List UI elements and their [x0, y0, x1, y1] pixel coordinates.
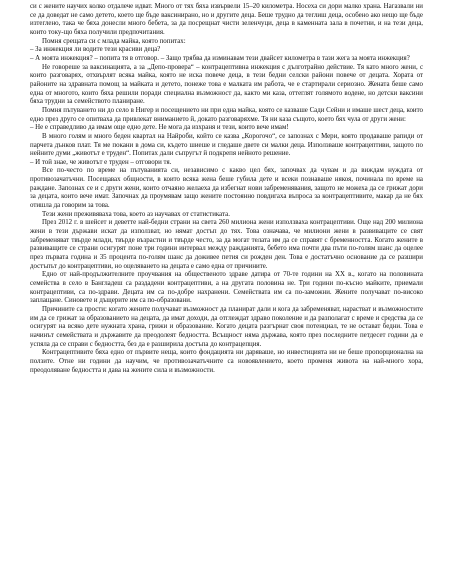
paragraph: Не говореше за ваксинацията, а за „Депо-провера“ – контрацептивна инжекция с дълготрайно действие. Тя като много жени, с които разговарях, отхвърлят всяка майка, която не иска повече деца, в тези бедни селски райони повече от децата. Хората от районите на здравната помощ за майката и детето, понеже това е малката им работа, че е стартирали сериозно. Жената беше само една от многото, които бяха решили поради специална възможност да, както ми каза, оттеглят голямото водене, но детски ваксини бяха трудни за семейството планиране. [30, 63, 423, 106]
paragraph: Помня пътуването ни до село в Нигер и посещението ни при една майка, която се казваше Сади Сейни и имаше шест деца, които едно през друго се опитваха да привлекат вниманието й, докато разговаряхме. Тя ни каза същото, което бях чула от други жени: [30, 106, 423, 123]
paragraph: Контрацептивите бяха едно от първите неща, които фондацията ни даряваше, но инвестицията ни не беше пропорционална на ползите. Отне ни години да научим, че противозачатъчните са новоявлението, което променя живота на най-много хора, преодоляване бедността и дава на жените сила и възможности. [30, 349, 423, 374]
paragraph: Причините са прости: когато жените получават възможност да планират дали и кога да забременяват, нарастват и възможностите им да се грижат за образованието на децата, да имат доходи, да отглеждат здраво поколение и да разполагат с време и средства да се осигурят на всяко дете нужната храна, грижи и образование. Когато децата разгърнат своя потенциал, те не остават бедни. Това е начинът семействата и държавите да преодолеят бедността. Всъщност няма държава, която през последните петдесет години да е успяла да се справи с бедността, без да е разширила достъпа до контрацепция. [30, 305, 423, 348]
dialogue-line: – За инжекция ли водите тези красиви деца? [30, 46, 161, 54]
paragraph: Все по-често по време на пътуванията си, независимо с какво цел бях, започвах да чувам и да виждам нуждата от противозачатъчни. Посещавах общности, в които всяка жена беше губила дете и всеки познаваше някоя, починала по време на раждане. Запознах се и с други жени, които отчаяно желаеха да избегнат нови забременявания, защото не можеха да се грижат дори за децата, които вече имат. Започнах да проумявам защо жените постоянно повдигаха въпроса за контрацептивите, макар да не бях отишла да говорим за това. [30, 167, 423, 210]
paragraph: През 2012 г. в шейсет и деветте най-бедни страни на света 260 милиона жени използваха контрацептиви. Още над 200 милиона жени в тези държави искат да използват, но нямат достъп до тях. Това означава, че милиони жени в развиващите се свят забременяват твърде млади, твърде възрастни и твърде често, за да могат телата им да се справят с бременността. Когато жените в развиващите се страни осигурят поне три години интервал между ражданията, бебето има почти два пъти по-голям шанс да оцелее през първата година и 35 процента по-голям шанс да доживее петия си рожден ден. Това е достатъчно основание да се разшири достъпът до контрацептиви, но оцеляването на децата е само една от причините. [30, 219, 423, 270]
paragraph: си с жените научих колко отдалече идват. Много от тях бяха извървели 15–20 километра. Носеха си дори малко храна. Нагазвали ни се да доведат не само детето, което ще бъде ваксинирано, но и другите деца. Беше трудно да теглиш деца, особено ако нещо ще бъде изтеглено, така че бяха донесли много бебета, за да посрещнат чисти зеленчуци, деца в каменната зала в почетни, и на тези деца, които току-що бяха получили предпочитания. [30, 3, 423, 36]
dialogue-line: – И той знае, че животът е труден – отговори тя. [30, 158, 172, 166]
document-body [30, 3, 423, 375]
dialogue-line: – А моята инжекция? – попита тя в отговор. – Защо трябва да изминавам тези двайсет километра в тази жега за моята инжекция? [30, 54, 410, 62]
paragraph: Помня срещата си с млада майка, която попитах: [42, 37, 186, 45]
dialogue-line: – Не е справедливо да имам още едно дете. Не мога да изхраня и тези, които вече имам! [30, 124, 289, 132]
paragraph: Тези жени преживяваха това, което аз научавах от статистиката. [42, 210, 230, 218]
paragraph: В много голям и много беден квартал на Найроби, който се казва „Корогочо“, се запознах с Мери, която продаваше рапиди от парчета дънков плат. Тя ме покани в дома си, където шиеше и гледаше двете си малки деца. Използваше контрацептиви, защото по нейните думи „животът е труден“. Попитах дали съпругът й подкрепя нейното решение. [30, 132, 423, 158]
paragraph: Едно от най-продължителните проучвания на общественото здраве датира от 70-те години на XX в., когато на половината семейства в село в Бангладеш са раздадени контрацептиви, а на другата половина не. Три години по-късно майките, приемали контрацептиви, са по-здрави. Децата им са по-добре нахранени. Семействата им са по-заможни. Жените получават по-високо заплащане. Синовете и дъщерите им са по-образовани. [30, 271, 423, 305]
